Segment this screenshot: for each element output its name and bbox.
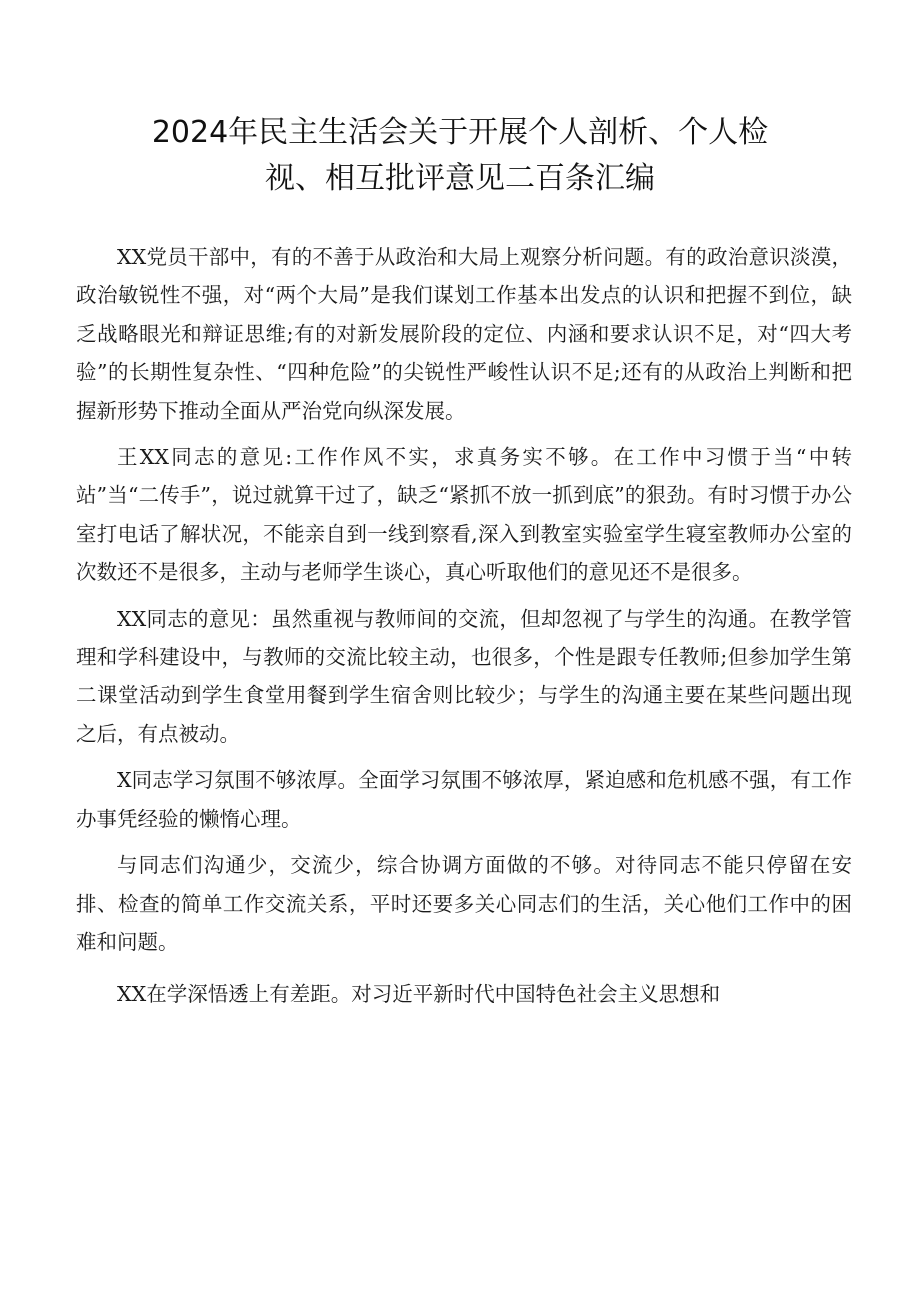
- paragraph-4: X同志学习氛围不够浓厚。全面学习氛围不够浓厚，紧迫感和危机感不强，有工作办事凭经验的懒惰心理。: [76, 768, 852, 831]
- document-title-line-1: 2024年民主生活会关于开展个人剖析、个人检: [151, 115, 769, 150]
- document-body: [76, 238, 852, 1022]
- paragraph-2: 王XX同志的意见:工作作风不实，求真务实不够。在工作中习惯于当“中转站”当“二传手”，说过就算干过了，缺乏“紧抓不放一抓到底”的狠劲。有时习惯于办公室打电话了解状况，不能亲自到一线到察看,深入到教室实验室学生寝室教师办公室的次数还不是很多，主动与老师学生谈心，真心听取他们的意见还不是很多。: [76, 445, 852, 585]
- paragraph-3: XX同志的意见：虽然重视与教师间的交流，但却忽视了与学生的沟通。在教学管理和学科建设中，与教师的交流比较主动，也很多，个性是跟专任教师;但参加学生第二课堂活动到学生食堂用餐到学生宿舍则比较少；与学生的沟通主要在某些问题出现之后，有点被动。: [76, 606, 852, 746]
- document-title: [60, 110, 860, 202]
- paragraph-5: 与同志们沟通少，交流少，综合协调方面做的不够。对待同志不能只停留在安排、检查的简单工作交流关系，平时还要多关心同志们的生活，关心他们工作中的困难和问题。: [76, 853, 852, 954]
- paragraph-1: XX党员干部中，有的不善于从政治和大局上观察分析问题。有的政治意识淡漠，政治敏锐性不强，对“两个大局”是我们谋划工作基本出发点的认识和把握不到位，缺乏战略眼光和辩证思维;有的对新发展阶段的定位、内涵和要求认识不足，对“四大考验”的长期性复杂性、“四种危险”的尖锐性严峻性认识不足;还有的从政治上判断和把握新形势下推动全面从严治党向纵深发展。: [76, 245, 852, 423]
- paragraph-6: XX在学深悟透上有差距。对习近平新时代中国特色社会主义思想和: [117, 982, 721, 1007]
- document-title-line-2: 视、相互批评意见二百条汇编: [265, 161, 655, 196]
